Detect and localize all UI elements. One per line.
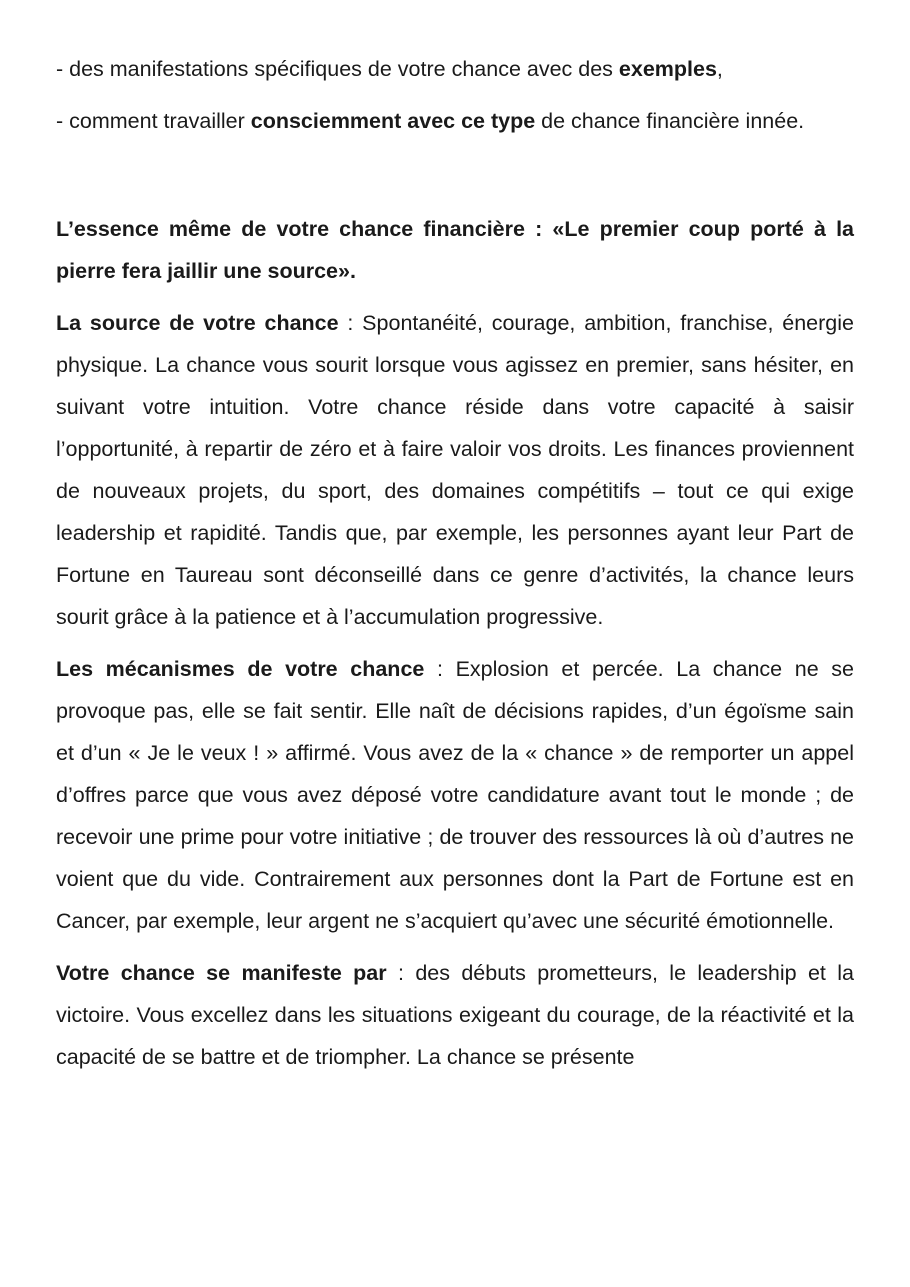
intro-item-examples [56,48,854,90]
intro-item-conscious [56,100,854,142]
paragraph-mechanisms-lead: Les mécanismes de votre chance [56,657,425,681]
paragraph-source [56,302,854,638]
paragraph-manifests-body: : des débuts prometteurs, le leadership et la victoire. Vous excellez dans les situations exigeant du courage, de la réactivité et la capacité de se battre et de triompher. La chance se présente [56,961,854,1069]
intro-item-conscious-end: de chance financière innée. [535,109,805,133]
paragraph-mechanisms [56,648,854,942]
paragraph-source-body: : Spontanéité, courage, ambition, franchise, énergie physique. La chance vous sourit lorsque vous agissez en premier, sans hésiter, en suivant votre intuition. Votre chance réside dans votre capacité à saisir l’opportunité, à repartir de zéro et à faire valoir vos droits. Les finances proviennent de nouveaux projets, du sport, des domaines compétitifs – tout ce qui exige leadership et rapidité. Tandis que, par exemple, les personnes ayant leur Part de Fortune en Taureau sont déconseillé dans ce genre d’activités, la chance leurs sourit grâce à la patience et à l’accumulation progressive. [56,311,854,629]
intro-item-examples-end: , [716,57,723,81]
paragraph-manifests-lead: Votre chance se manifeste par [56,961,387,985]
intro-item-examples-text: - des manifestations spécifiques de votre chance avec des [56,57,619,81]
intro-item-conscious-text: - comment travailler [56,109,251,133]
intro-item-examples-bold: exemples [618,57,717,81]
paragraph-manifests [56,952,854,1078]
intro-item-conscious-bold: consciemment avec ce type [250,109,536,133]
section-heading: L’essence même de votre chance financière : «Le premier coup porté à la pierre fera jaillir une source». [56,217,854,283]
paragraph-mechanisms-body: : Explosion et percée. La chance ne se provoque pas, elle se fait sentir. Elle naît de décisions rapides, d’un égoïsme sain et d’un « Je le veux ! » affirmé. Vous avez de la « chance » de remporter un appel d’offres parce que vous avez déposé votre candidature avant tout le monde ; de recevoir une prime pour votre initiative ; de trouver des ressources là où d’autres ne voient que du vide. Contrairement aux personnes dont la Part de Fortune est en Cancer, par exemple, leur argent ne s’acquiert qu’avec une sécurité émotionnelle. [56,657,854,933]
paragraph-source-lead: La source de votre chance [56,311,339,335]
